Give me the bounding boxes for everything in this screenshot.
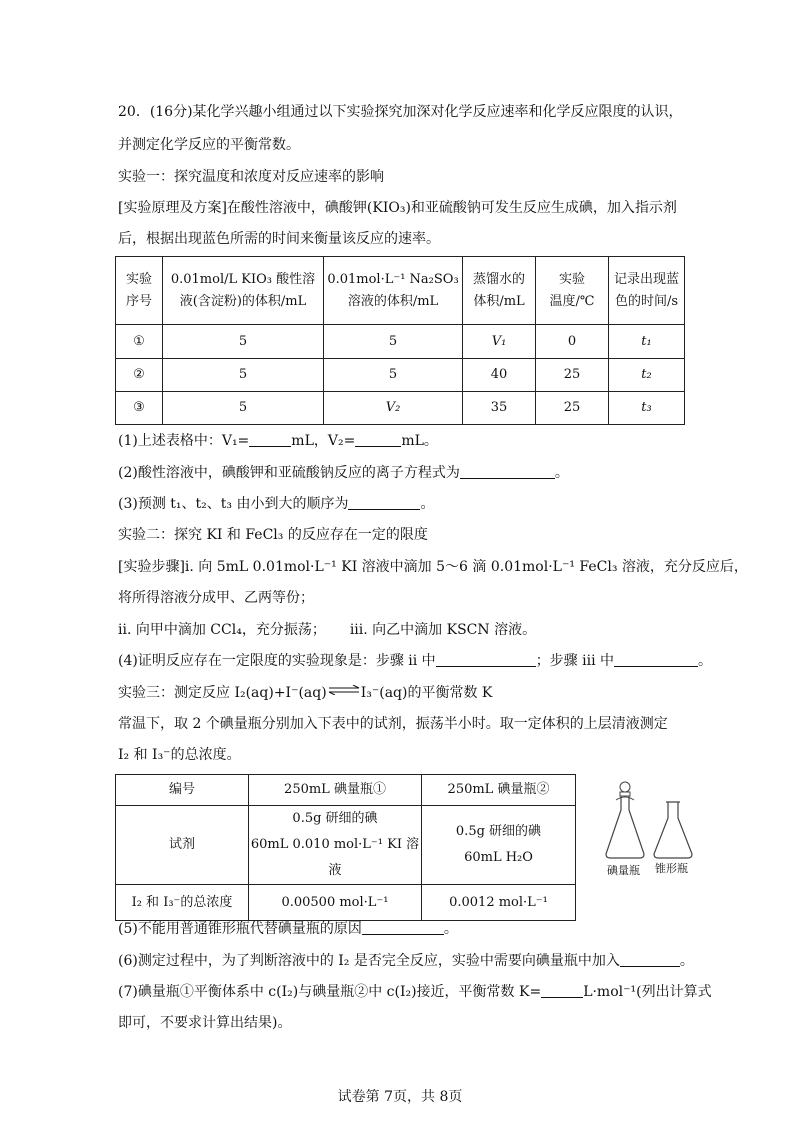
exp2-steps-ii-iii [118,620,730,640]
answer-blank-v2[interactable] [355,432,401,447]
table-cell: 40 [463,359,536,392]
q7-line-cont: 即可，不要求计算出结果)。 [118,1015,292,1031]
table-row [116,806,576,885]
exp2-step-iii: iii. 向乙中滴加 KSCN 溶液。 [349,622,537,638]
header-cell: 蒸馏水的 [472,271,525,287]
q7-text-b: L·mol⁻¹(列出计算式 [583,984,712,1000]
experiment-table-2 [115,774,576,921]
answer-blank-q5[interactable] [362,920,444,935]
table-row [116,392,685,425]
equilibrium-arrow-icon [328,685,360,695]
answer-blank-q4-iii[interactable] [614,652,698,667]
reagent-line: 0.5g 研细的碘 [292,811,378,826]
exp2-title: 实验二：探究 KI 和 FeCl₃ 的反应存在一定的限度 [118,527,428,543]
table-cell: ① [116,325,163,359]
exp3-text-cont: I₂ 和 I₃⁻的总浓度。 [118,747,241,763]
q2-line [118,463,730,483]
answer-blank-v1[interactable] [249,432,291,447]
q7-text-a: (7)碘量瓶①平衡体系中 c(I₂)与碘量瓶②中 c(I₂)接近，平衡常数 K= [118,984,542,1000]
iodine-flask-icon [600,780,650,860]
q2-text-b: 。 [554,465,569,481]
question-intro-cont: 并测定化学反应的平衡常数。 [118,137,300,153]
table-cell: ③ [116,392,163,425]
table-cell: I₂ 和 I₃⁻的总浓度 [116,885,249,921]
table-cell: 5 [163,392,324,425]
table-cell: V₂ [324,392,463,425]
exp1-title: 实验一：探究温度和浓度对反应速率的影响 [118,169,384,185]
table-cell: 0 [536,325,609,359]
reagent-line: 60mL H₂O [464,850,533,865]
question-intro: 20．(16分)某化学兴趣小组通过以下实验探究加深对化学反应速率和化学反应限度的认识， [118,104,683,120]
exp2-step-ii: ii. 向甲中滴加 CCl₄，充分振荡； [118,622,326,638]
q3-text-b: 。 [420,496,435,512]
q5-text-a: (5)不能用普通锥形瓶代替碘量瓶的原因 [118,921,362,937]
q6-line [118,951,730,971]
header-cell: 记录出现蓝 [613,271,679,287]
exp1-principle: [实验原理及方案]在酸性溶液中，碘酸钾(KIO₃)和亚硫酸钠可发生反应生成碘，加入指示剂 [118,200,677,216]
table-cell: t₂ [609,359,685,392]
q1-text-a: (1)上述表格中：V₁= [118,433,250,449]
exp3-text: 常温下，取 2 个碘量瓶分别加入下表中的试剂，振荡半小时。取一定体积的上层清液测定 [118,716,668,732]
table-cell: 25 [536,359,609,392]
q5-line [118,919,730,939]
header-cell: 液(含淀粉)的体积/mL [179,293,307,309]
table-row [116,359,685,392]
conical-flask-icon [650,800,696,860]
q7-line [118,982,730,1002]
q1-text-b: mL，V₂= [291,433,356,449]
table-cell [422,806,576,885]
q1-line [118,431,730,451]
answer-blank-q6[interactable] [620,952,680,967]
exp2-step-i-cont: 将所得溶液分成甲、乙两等份； [118,590,314,606]
flask-label-conical: 锥形瓶 [655,862,688,875]
answer-blank-q4-ii[interactable] [436,652,536,667]
reagent-line: 0.5g 研细的碘 [455,824,542,839]
table-cell: 25 [536,392,609,425]
table-header-row [116,257,685,325]
experiment-table-1 [115,256,685,425]
table-cell: 5 [163,359,324,392]
q6-text-b: 。 [679,953,694,969]
header-cell: 编号 [116,775,249,806]
q4-text-a: (4)证明反应存在一定限度的实验现象是：步骤 ii 中 [118,653,436,669]
exp3-title-a: 实验三：测定反应 I₂(aq)+I⁻(aq) [118,685,327,701]
table-row [116,885,576,921]
reagent-line: 60mL 0.010 mol·L⁻¹ KI 溶液 [250,837,420,878]
table-cell: 5 [163,325,324,359]
header-cell: 0.01mol·L⁻¹ Na₂SO₃ [327,271,459,287]
exp3-title [118,683,730,703]
answer-blank-q3[interactable] [348,495,420,510]
exp1-principle-cont: 后，根据出现蓝色所需的时间来衡量该反应的速率。 [118,231,440,247]
table-header-row [116,775,576,806]
page-footer: 试卷第 7页，共 8页 [337,1089,463,1105]
header-cell: 250mL 碘量瓶② [422,775,576,806]
flask-label-iodine: 碘量瓶 [607,864,640,877]
table-cell: 0.00500 mol·L⁻¹ [249,885,422,921]
q2-text-a: (2)酸性溶液中，碘酸钾和亚硫酸钠反应的离子方程式为 [118,465,460,481]
header-cell: 温度/℃ [549,293,595,309]
exp3-title-b: I₃⁻(aq)的平衡常数 K [360,685,493,701]
q3-text-a: (3)预测 t₁、t₂、t₃ 由小到大的顺序为 [118,496,349,512]
header-cell: 色的时间/s [614,293,679,309]
table-cell: 5 [324,359,463,392]
table-cell: 35 [463,392,536,425]
table-cell: 5 [324,325,463,359]
q4-text-c: 。 [698,653,713,669]
answer-blank-q7[interactable] [541,983,583,998]
header-cell: 体积/mL [473,293,525,309]
q3-line [118,494,730,514]
table-cell: V₁ [463,325,536,359]
q6-text-a: (6)测定过程中，为了判断溶液中的 I₂ 是否完全反应，实验中需要向碘量瓶中加入 [118,953,620,969]
q4-line [118,651,730,671]
table-cell: t₃ [609,392,685,425]
answer-blank-q2[interactable] [460,464,555,479]
exp2-step-i: [实验步骤]i. 向 5mL 0.01mol·L⁻¹ KI 溶液中滴加 5～6 滴 0.01mol·L⁻¹ FeCl₃ 溶液，充分反应后， [118,559,748,575]
header-cell: 0.01mol/L KIO₃ 酸性溶 [170,271,316,287]
table-cell: 试剂 [116,806,249,885]
table-row [116,325,685,359]
q4-text-b: ；步骤 iii 中 [535,653,615,669]
header-cell: 实验 [558,271,585,287]
header-cell: 实验 [125,271,152,287]
table-cell [249,806,422,885]
q5-text-b: 。 [443,921,458,937]
table-cell: t₁ [609,325,685,359]
table-cell: 0.0012 mol·L⁻¹ [422,885,576,921]
table-cell: ② [116,359,163,392]
q1-text-c: mL。 [401,433,438,449]
header-cell: 溶液的体积/mL [347,293,439,309]
header-cell: 250mL 碘量瓶① [249,775,422,806]
header-cell: 序号 [125,293,152,309]
